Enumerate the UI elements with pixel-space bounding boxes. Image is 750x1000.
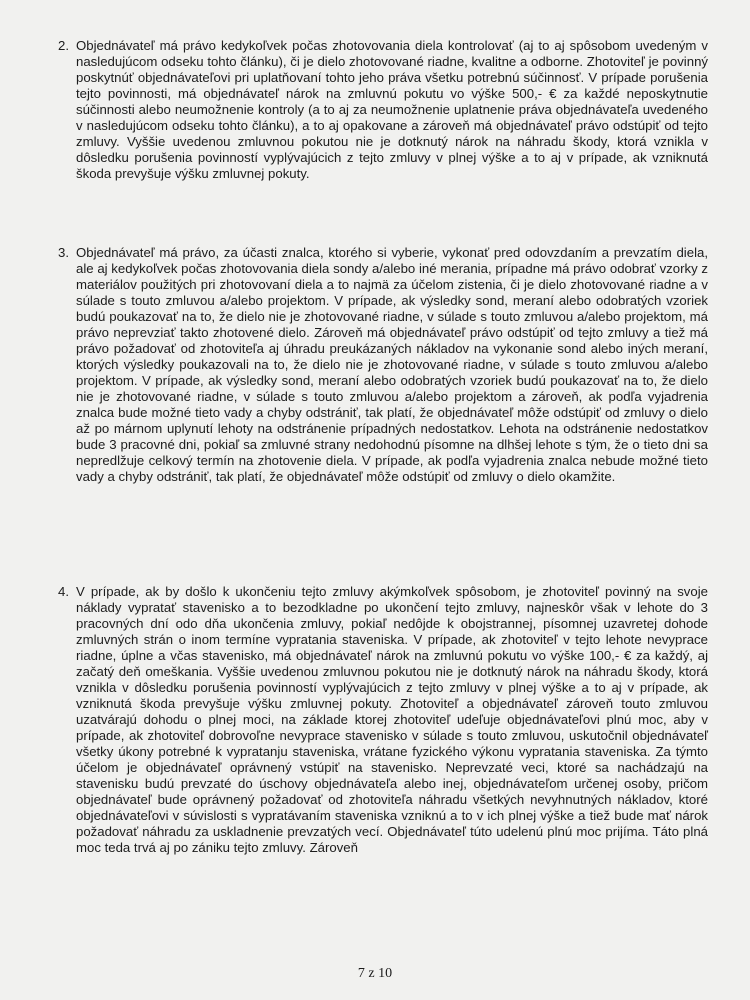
clause-3 xyxy=(58,245,708,485)
clause-text: Objednávateľ má právo kedykoľvek počas zhotovovania diela kontrolovať (aj to aj spôsobom uvedeným v nasledujúcom odseku tohto článku), či je dielo zhotovované riadne, kvalitne a odborne. Zhotoviteľ je povinný poskytnúť objednávateľovi pri uplatňovaní tohto jeho práva všetku potrebnú súčinnosť. V prípade porušenia tejto povinnosti, má objednávateľ nárok na zmluvnú pokutu vo výške 500,- € za každé neposkytnutie súčinnosti alebo neumožnenie kontroly (a to aj za neumožnenie uplatnenie práva objednávateľa uvedeného v nasledujúcom odseku tohto článku), a to aj opakovane a zároveň má objednávateľ právo odstúpiť od tejto zmluvy. Vyššie uvedenou zmluvnou pokutou nie je dotknutý nárok na náhradu škody, ktorá vznikla v dôsledku porušenia povinností vyplývajúcich z tejto zmluvy v plnej výške a to aj v prípade, ak vzniknutá škoda prevyšuje výšku zmluvnej pokuty. xyxy=(76,38,708,181)
clause-number: 3. xyxy=(58,245,69,260)
clause-text: Objednávateľ má právo, za účasti znalca, ktorého si vyberie, vykonať pred odovzdaním a prevzatím diela, ale aj kedykoľvek počas zhotovovania diela sondy a/alebo iné merania, prípadne má právo odobrať vzorky z materiálov použitých pri zhotovovaní diela a to najmä za účelom zistenia, či je dielo zhotovované riadne a v súlade s touto zmluvou a/alebo projektom. V prípade, ak výsledky sond, meraní alebo odobratých vzoriek budú poukazovať na to, že dielo nie je zhotovované riadne, v súlade s touto zmluvou a/alebo projektom, má právo neprevziať takto zhotovené dielo. Zároveň má objednávateľ právo odstúpiť od tejto zmluvy a tiež má právo požadovať od zhotoviteľa aj úhradu preukázaných nákladov na vykonanie sond alebo iných meraní, ktorých výsledky poukazovali na to, že dielo nie je zhotovované riadne, v súlade s touto zmluvou a/alebo projektom. V prípade, ak výsledky sond, meraní alebo odobratých vzoriek budú poukazovať na to, že dielo nie je zhotovované riadne, v súlade s touto zmluvou a/alebo projektom a zároveň, ak podľa vyjadrenia znalca bude možné tieto vady a chyby odstrániť, tak platí, že objednávateľ môže odstúpiť od zmluvy o dielo až po márnom uplynutí lehoty na odstránenie prípadných nedostatkov. Lehota na odstránenie nedostatkov bude 3 pracovné dni, pokiaľ sa zmluvné strany nedohodnú písomne na dlhšej lehote s tým, že o tieto dni sa nepredlžuje celkový termín na zhotovenie diela. V prípade, ak podľa vyjadrenia znalca nebude možné tieto vady a chyby odstrániť, tak platí, že objednávateľ môže odstúpiť od zmluvy o dielo okamžite. xyxy=(76,245,708,484)
clause-number: 4. xyxy=(58,584,69,599)
clause-2 xyxy=(58,38,708,182)
page-number: 7 z 10 xyxy=(357,966,393,981)
clause-text: V prípade, ak by došlo k ukončeniu tejto zmluvy akýmkoľvek spôsobom, je zhotoviteľ povinný na svoje náklady vypratať stavenisko a to bezodkladne po ukončení tejto zmluvy, najneskôr však v lehote do 3 pracovných dní odo dňa ukončenia zmluvy, pokiaľ nedôjde k obojstrannej, písomnej uzavretej dohode zmluvných strán o inom termíne vypratania staveniska. V prípade, ak zhotoviteľ v tejto lehote nevyprace riadne, úplne a včas stavenisko, má objednávateľ nárok na zmluvnú pokutu vo výške 100,- € za každý, aj začatý deň omeškania. Vyššie uvedenou zmluvnou pokutou nie je dotknutý nárok na náhradu škody, ktorá vznikla v dôsledku porušenia povinností vyplývajúcich z tejto zmluvy v plnej výške a to aj v prípade, ak vzniknutá škoda prevyšuje výšku zmluvnej pokuty. Zhotoviteľ a objednávateľ zároveň touto zmluvou uzatvárajú dohodu o plnej moci, na základe ktorej zhotoviteľ udeľuje objednávateľovi plnú moc, aby v prípade, ak zhotoviteľ dobrovoľne nevyprace stavenisko v súlade s touto zmluvou, uskutočnil objednávateľ všetky úkony potrebné k vypratanju staveniska, vrátane fyzického výkonu vypratania staveniska. Za týmto účelom je objednávateľ oprávnený vstúpiť na stavenisko. Neprevzaté veci, ktoré sa nachádzajú na stavenisku budú prevzaté do úschovy objednávateľa alebo inej, objednávateľom určenej osoby, pričom objednávateľ bude oprávnený požadovať od zhotoviteľa náhradu všetkých nevyhnutných nákladov, ktoré objednávateľovi v súvislosti s vypratávaním staveniska vzniknú a to v ich plnej výške a tiež bude mať nárok požadovať náhradu za uskladnenie prevzatých vecí. Objednávateľ túto udelenú plnú moc prijíma. Táto plná moc teda trvá aj po zániku tejto zmluvy. Zároveň xyxy=(76,584,708,855)
clause-4 xyxy=(58,584,708,856)
clause-number: 2. xyxy=(58,38,69,53)
